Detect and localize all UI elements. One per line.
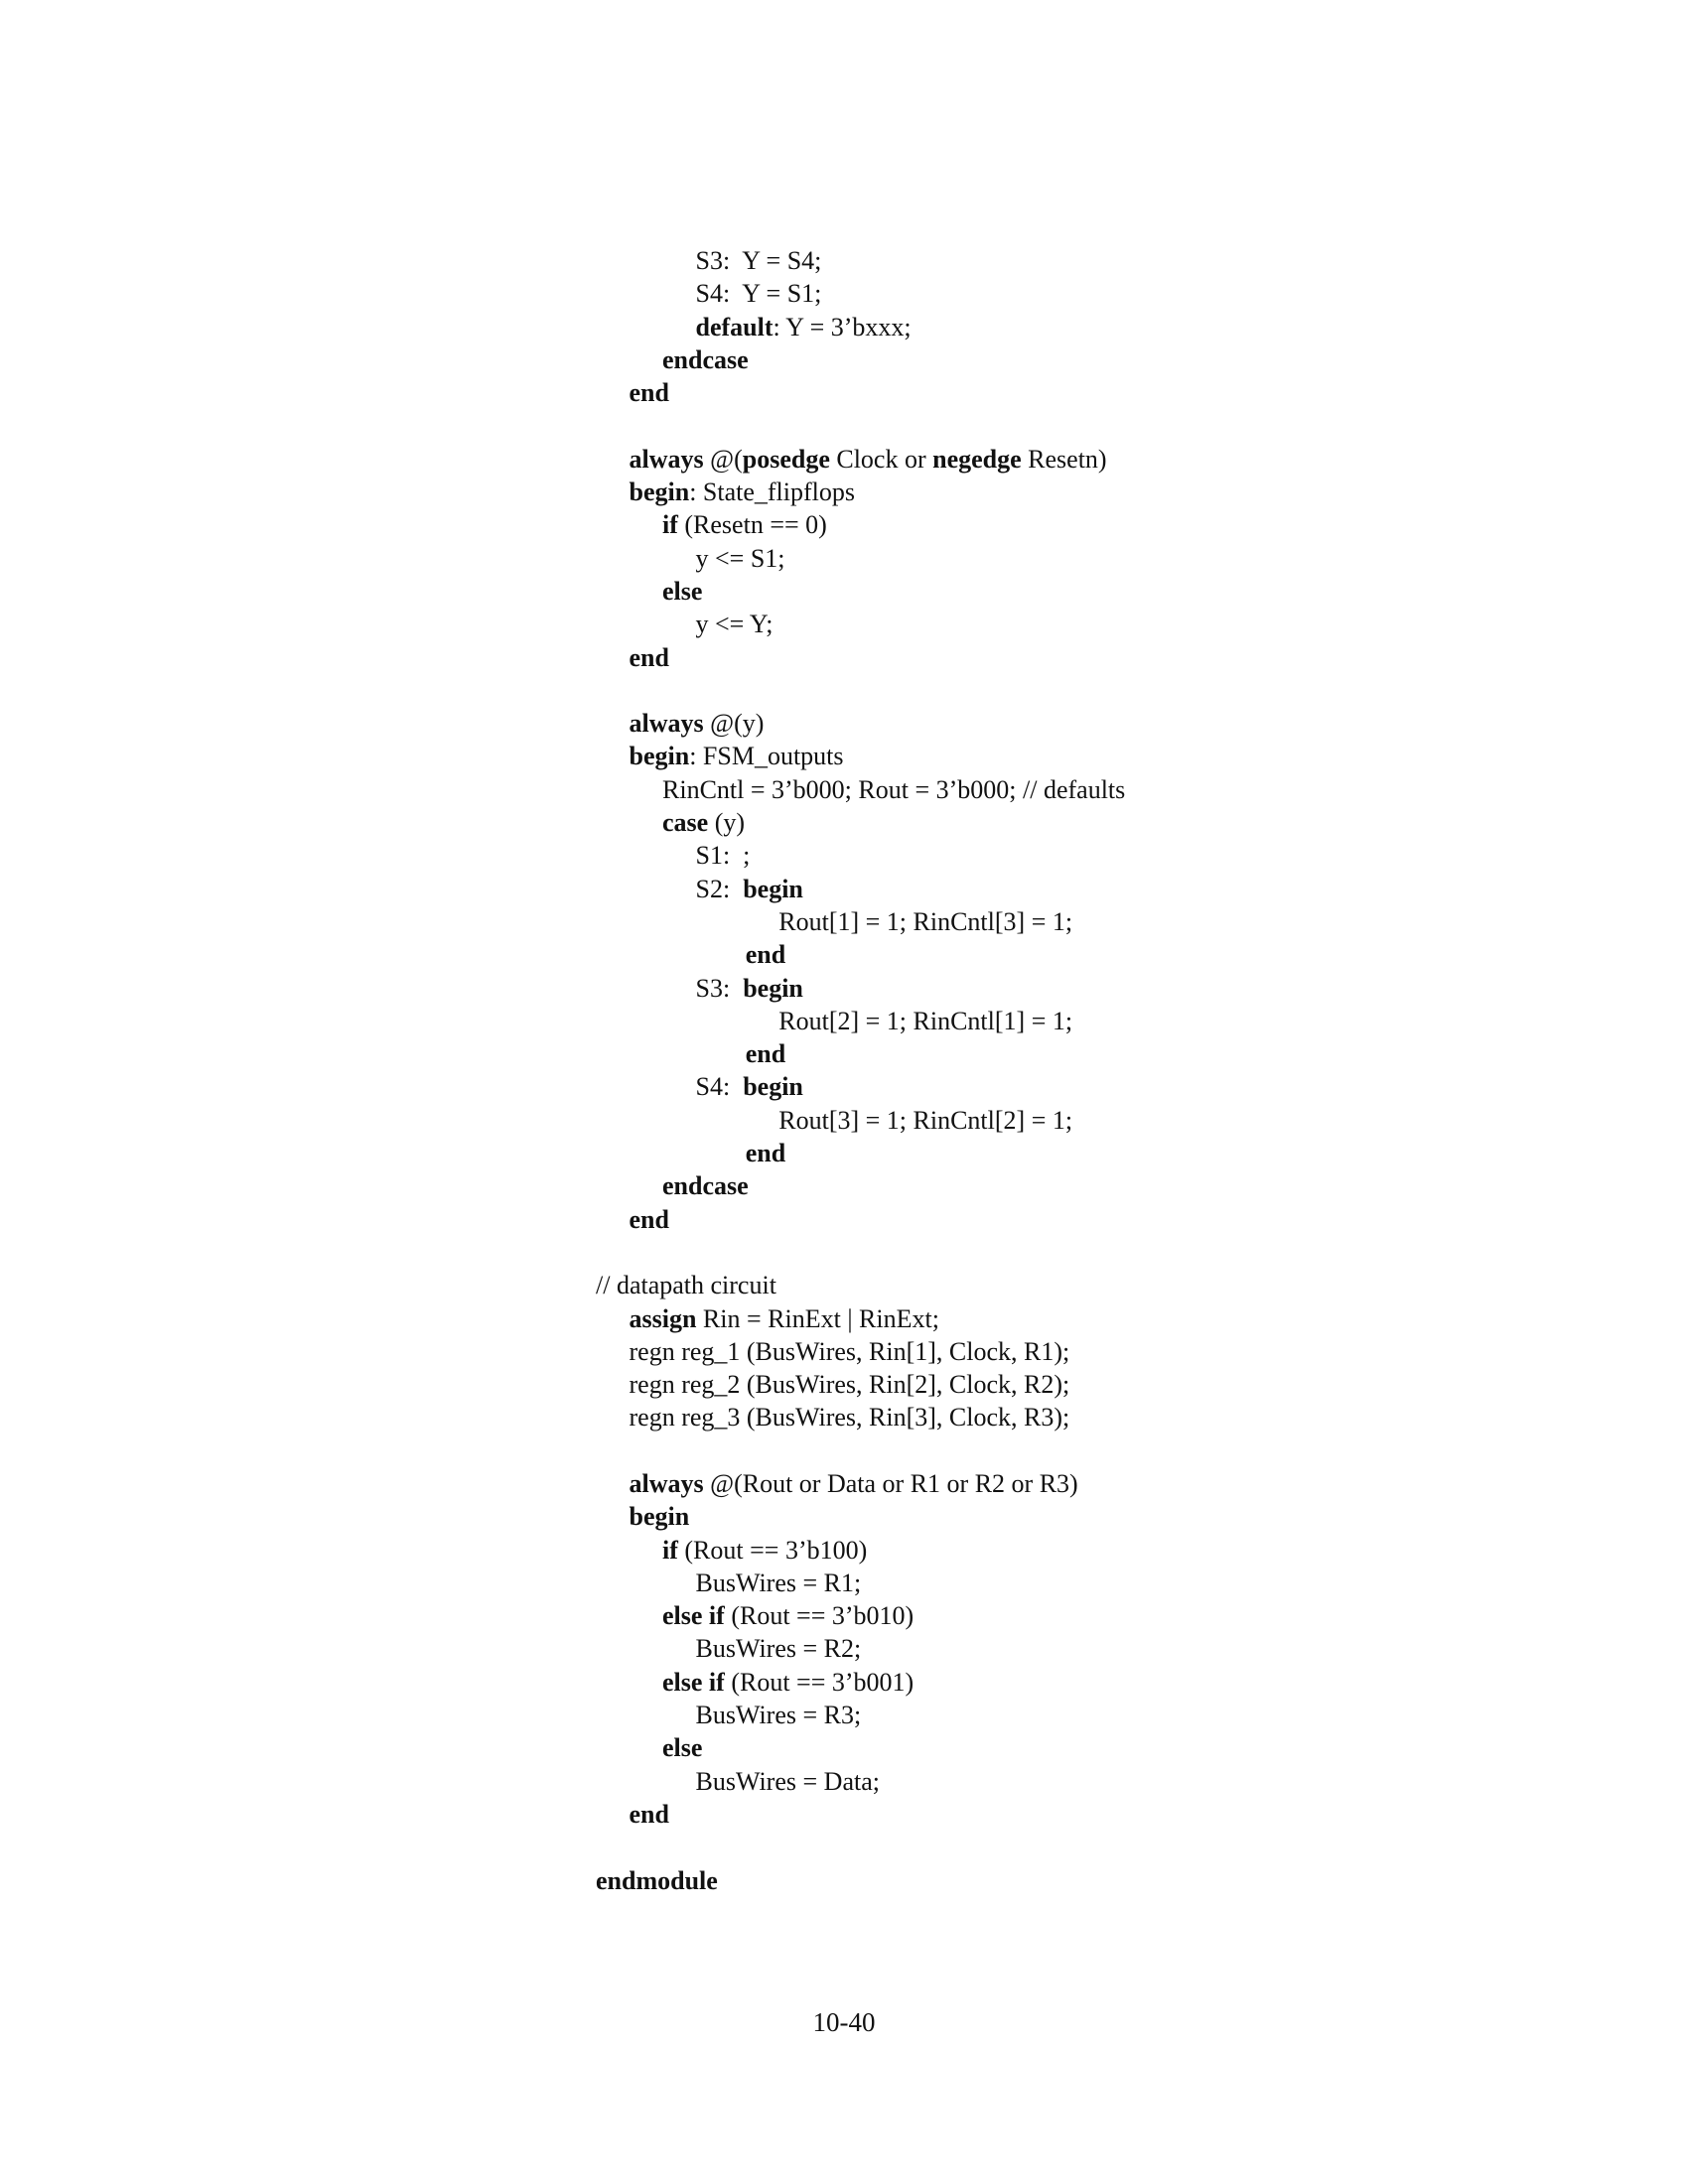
verilog-keyword: end — [745, 1039, 786, 1069]
verilog-keyword: begin — [743, 973, 803, 1003]
verilog-keyword: endcase — [662, 344, 749, 374]
verilog-keyword: if — [662, 510, 678, 540]
code-line-text — [696, 542, 785, 575]
code-text: regn reg_3 (BusWires, Rin[3], Clock, R3); — [629, 1403, 1070, 1433]
code-line-text — [696, 1567, 862, 1599]
code-line-text — [778, 1005, 1072, 1037]
code-text: Clock or — [829, 444, 933, 474]
code-line-text — [630, 376, 669, 409]
code-line-text — [630, 1401, 1070, 1433]
verilog-keyword: default — [695, 312, 774, 341]
code-text: S4: — [695, 1072, 744, 1102]
verilog-keyword: assign — [629, 1303, 697, 1333]
code-line-text — [746, 1137, 785, 1169]
code-line-text — [662, 575, 702, 608]
code-text: S2: — [695, 874, 744, 903]
code-line-text — [630, 1368, 1070, 1401]
code-line-text — [630, 740, 844, 772]
code-line-text — [778, 1104, 1072, 1137]
code-line-text — [696, 311, 912, 343]
code-text: (Resetn == 0) — [677, 510, 827, 540]
code-text: regn reg_2 (BusWires, Rin[2], Clock, R2); — [629, 1370, 1070, 1400]
code-text: (y) — [708, 808, 746, 838]
code-text: @( — [703, 444, 743, 474]
verilog-keyword: end — [629, 378, 669, 408]
verilog-keyword: endcase — [662, 1171, 749, 1201]
code-text: // datapath circuit — [596, 1271, 776, 1300]
code-text: (Rout == 3’b001) — [724, 1667, 914, 1697]
verilog-keyword: negedge — [932, 444, 1022, 474]
code-line-text — [630, 1203, 669, 1236]
code-line-text — [696, 972, 803, 1005]
verilog-keyword: begin — [629, 742, 690, 771]
code-text: BusWires = Data; — [695, 1766, 880, 1796]
code-text: : Y = 3’bxxx; — [773, 312, 912, 341]
code-text: (Rout == 3’b010) — [724, 1601, 914, 1631]
code-text: BusWires = R1; — [695, 1568, 862, 1597]
code-text: @(Rout or Data or R1 or R2 or R3) — [703, 1468, 1078, 1498]
code-line-text — [630, 1302, 939, 1335]
code-text: regn reg_1 (BusWires, Rin[1], Clock, R1); — [629, 1336, 1070, 1366]
code-text: y <= Y; — [695, 610, 774, 639]
code-line-text — [662, 1534, 867, 1567]
code-text: RinCntl = 3’b000; Rout = 3’b000; // defaults — [662, 774, 1126, 804]
code-line-text — [596, 1269, 776, 1301]
code-text: Resetn) — [1021, 444, 1107, 474]
verilog-keyword: end — [629, 642, 669, 672]
code-line-text — [662, 1666, 914, 1699]
code-line-text — [630, 476, 856, 508]
verilog-keyword: if — [662, 1535, 678, 1565]
code-line-text — [630, 443, 1107, 476]
code-line-text — [696, 1699, 862, 1731]
code-line-text — [630, 641, 669, 674]
code-text: y <= S1; — [695, 543, 785, 573]
code-line-text — [696, 839, 751, 872]
code-line-text — [596, 1864, 718, 1897]
code-text: S3: Y = S4; — [695, 246, 822, 275]
code-text: BusWires = R2; — [695, 1634, 862, 1664]
code-line-text — [696, 244, 822, 277]
code-text: Rout[3] = 1; RinCntl[2] = 1; — [778, 1105, 1073, 1135]
verilog-keyword: always — [629, 709, 704, 739]
code-text: Rin = RinExt | RinExt; — [696, 1303, 939, 1333]
code-text: S3: — [695, 973, 744, 1003]
code-line-text — [630, 1335, 1070, 1368]
verilog-keyword: begin — [743, 1072, 803, 1102]
verilog-keyword: begin — [743, 874, 803, 903]
code-line-text — [696, 1765, 880, 1798]
verilog-keyword: case — [662, 808, 709, 838]
verilog-keyword: else if — [662, 1601, 725, 1631]
verilog-keyword: end — [745, 1139, 786, 1168]
code-line-text — [662, 508, 827, 541]
code-text: BusWires = R3; — [695, 1701, 862, 1730]
code-text: S4: Y = S1; — [695, 279, 822, 309]
verilog-keyword: else if — [662, 1667, 725, 1697]
code-text: (Rout == 3’b100) — [677, 1535, 868, 1565]
code-line-text — [630, 1500, 690, 1533]
code-line-text — [662, 1169, 749, 1202]
code-line-text — [630, 1467, 1078, 1500]
verilog-keyword: endmodule — [596, 1865, 718, 1895]
verilog-keyword: always — [629, 1468, 704, 1498]
code-text: S1: ; — [695, 841, 751, 871]
code-line-text — [630, 707, 765, 740]
code-line-text — [746, 938, 785, 971]
code-line-text — [778, 905, 1072, 938]
verilog-keyword: begin — [629, 1502, 690, 1532]
code-line-text — [696, 873, 803, 905]
code-line-text — [696, 1632, 862, 1665]
code-line-text — [662, 1731, 702, 1764]
verilog-keyword: else — [662, 1733, 703, 1763]
verilog-keyword: posedge — [742, 444, 830, 474]
page-number: 10-40 — [812, 2007, 876, 2037]
verilog-keyword: begin — [629, 478, 690, 507]
code-line-text — [696, 608, 774, 640]
code-line-text — [630, 1798, 669, 1831]
code-line-text — [662, 773, 1125, 806]
verilog-keyword: end — [629, 1799, 669, 1829]
verilog-keyword: end — [745, 940, 786, 970]
code-line-text — [696, 277, 822, 310]
verilog-keyword: else — [662, 576, 703, 606]
code-line-text — [746, 1037, 785, 1070]
code-line-text — [662, 343, 749, 376]
code-text: : State_flipflops — [689, 478, 856, 507]
code-line-text — [662, 1599, 914, 1632]
verilog-keyword: end — [629, 1204, 669, 1234]
code-text: Rout[2] = 1; RinCntl[1] = 1; — [778, 1006, 1073, 1035]
code-line-text — [696, 1070, 803, 1103]
code-line-text — [662, 806, 745, 839]
code-text: Rout[1] = 1; RinCntl[3] = 1; — [778, 906, 1073, 936]
verilog-keyword: always — [629, 444, 704, 474]
code-text: : FSM_outputs — [689, 742, 844, 771]
code-text: @(y) — [703, 709, 765, 739]
